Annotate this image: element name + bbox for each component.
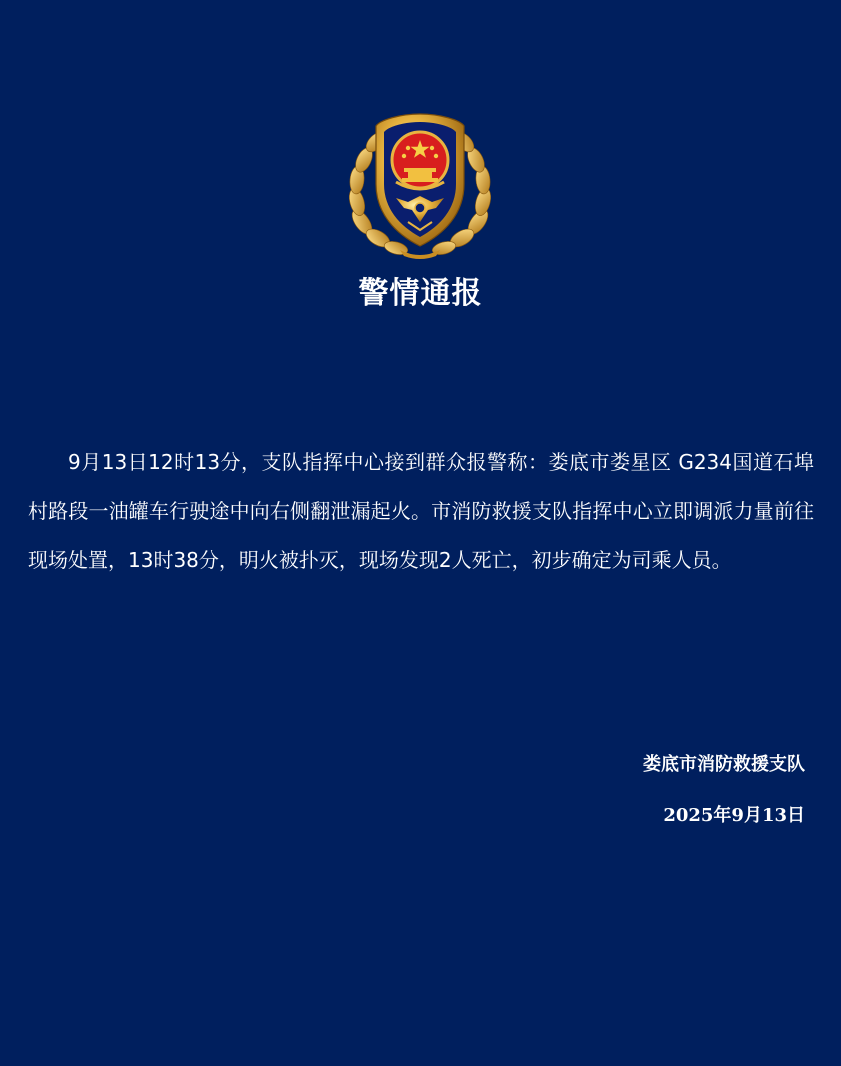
issuer-name: 娄底市消防救援支队 [643,754,805,775]
notice-title: 警情通报 [358,276,483,311]
fire-rescue-emblem-icon [348,110,492,260]
issue-date: 2025年9月13日 [663,805,805,826]
notice-body: 9月13日12时13分，支队指挥中心接到群众报警称：娄底市娄星区 G234国道石埠村路段一油罐车行驶途中向右侧翻泄漏起火。市消防救援支队指挥中心立即调派力量前往现场处置，13时38分，明火被扑灭，现场发现2人死亡，初步确定为司乘人员。 [28,450,814,572]
